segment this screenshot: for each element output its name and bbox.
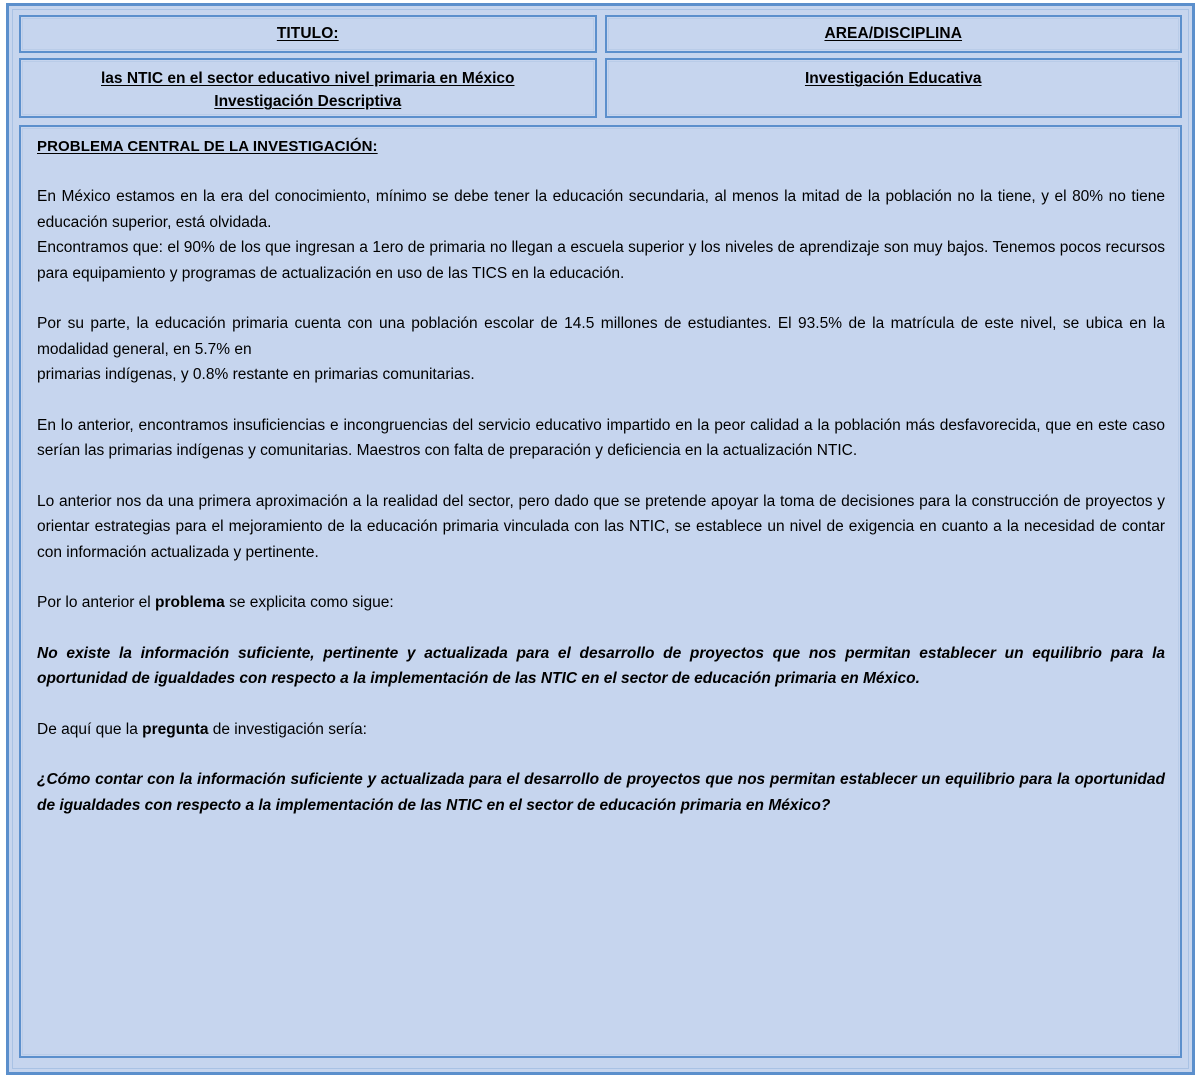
spacer bbox=[37, 692, 1165, 717]
spacer bbox=[37, 565, 1165, 590]
pregunta-intro-after: de investigación sería: bbox=[208, 720, 367, 738]
header-label-area: AREA/DISCIPLINA bbox=[824, 25, 963, 42]
pregunta-intro-before: De aquí que la bbox=[37, 720, 143, 738]
body-cell-inner bbox=[22, 128, 1179, 1055]
header-label-titulo: TITULO: bbox=[276, 25, 339, 42]
spacer bbox=[37, 388, 1165, 413]
paragraph-aproximacion: Lo anterior nos da una primera aproximación a la realidad del sector, pero dado que se pretende apoyar la toma de decisiones para la construcción de proyectos y orientar estrategias para el mejoramiento de la educación primaria vinculada con las NTIC, se establece un nivel de exigencia en cuanto a la necesidad de contar con información actualizada y pertinente. bbox=[37, 492, 1165, 561]
document-frame bbox=[6, 3, 1195, 1075]
column-titulo bbox=[19, 15, 597, 118]
paragraph-line-2: primarias indígenas, y 0.8% restante en primarias comunitarias. bbox=[37, 366, 475, 383]
title-line-2: Investigación Descriptiva bbox=[214, 93, 402, 110]
section-heading-problema-central: PROBLEMA CENTRAL DE LA INVESTIGACIÓN: bbox=[37, 138, 378, 155]
title-line-1: las NTIC en el sector educativo nivel primaria en México bbox=[101, 70, 515, 87]
area-line-1: Investigación Educativa bbox=[804, 70, 982, 87]
paragraph-poblacion-escolar bbox=[37, 311, 1165, 388]
title-cell bbox=[19, 58, 597, 118]
document-inner-frame bbox=[12, 9, 1189, 1069]
spacer bbox=[37, 616, 1165, 641]
problem-statement: No existe la información suficiente, pertinente y actualizada para el desarrollo de proyectos que nos permitan establecer un equilibrio para la oportunidad de igualdades con respecto a la implementación de las NTIC en el sector de educación primaria en México. bbox=[37, 644, 1165, 687]
area-cell-inner bbox=[608, 61, 1180, 115]
pregunta-keyword: pregunta bbox=[142, 720, 209, 738]
column-area bbox=[605, 15, 1183, 118]
area-text-block bbox=[617, 67, 1171, 90]
header-cell-titulo-inner bbox=[22, 18, 594, 50]
header-cell-titulo bbox=[19, 15, 597, 53]
paragraph-line-2: Encontramos que: el 90% de los que ingresan a 1ero de primaria no llegan a escuela superior y los niveles de aprendizaje son muy bajos. Tenemos pocos recursos para equipamiento y programas de actualización en uso de las TICS en la educación. bbox=[37, 239, 1165, 282]
body-cell bbox=[19, 125, 1182, 1058]
header-cell-area bbox=[605, 15, 1183, 53]
paragraph-line-1: En México estamos en la era del conocimiento, mínimo se debe tener la educación secundaria, al menos la mitad de la población no la tiene, y el 80% no tiene educación superior, está olvidada. bbox=[37, 188, 1165, 231]
research-question: ¿Cómo contar con la información suficiente y actualizada para el desarrollo de proyectos que nos permitan establecer un equilibrio para la oportunidad de igualdades con respecto a la implementación de las NTIC en el sector de educación primaria en México? bbox=[37, 771, 1165, 814]
title-text-block bbox=[31, 67, 585, 113]
problema-intro-before: Por lo anterior el bbox=[37, 594, 156, 611]
problema-keyword: problema bbox=[155, 594, 225, 611]
spacer bbox=[37, 159, 1165, 184]
title-cell-inner bbox=[22, 61, 594, 115]
header-cell-area-inner bbox=[608, 18, 1180, 50]
spacer bbox=[37, 286, 1165, 311]
spacer bbox=[37, 464, 1165, 489]
problema-intro-after: se explicita como sigue: bbox=[224, 594, 394, 611]
paragraph-problema-intro bbox=[37, 590, 1165, 616]
paragraph-pregunta-intro bbox=[37, 717, 1165, 743]
paragraph-line-1: Por su parte, la educación primaria cuenta con una población escolar de 14.5 millones de estudiantes. El 93.5% de la matrícula de este nivel, se ubica en la modalidad general, en 5.7% en bbox=[37, 315, 1165, 358]
spacer bbox=[37, 742, 1165, 767]
paragraph-contexto-educativo bbox=[37, 184, 1165, 286]
area-cell bbox=[605, 58, 1183, 118]
header-table bbox=[19, 15, 1182, 118]
paragraph-insuficiencias: En lo anterior, encontramos insuficiencias e incongruencias del servicio educativo impartido en la peor calidad a la población más desfavorecida, que en este caso serían las primarias indígenas y comunitarias. Maestros con falta de preparación y deficiencia en la actualización NTIC. bbox=[37, 416, 1165, 459]
